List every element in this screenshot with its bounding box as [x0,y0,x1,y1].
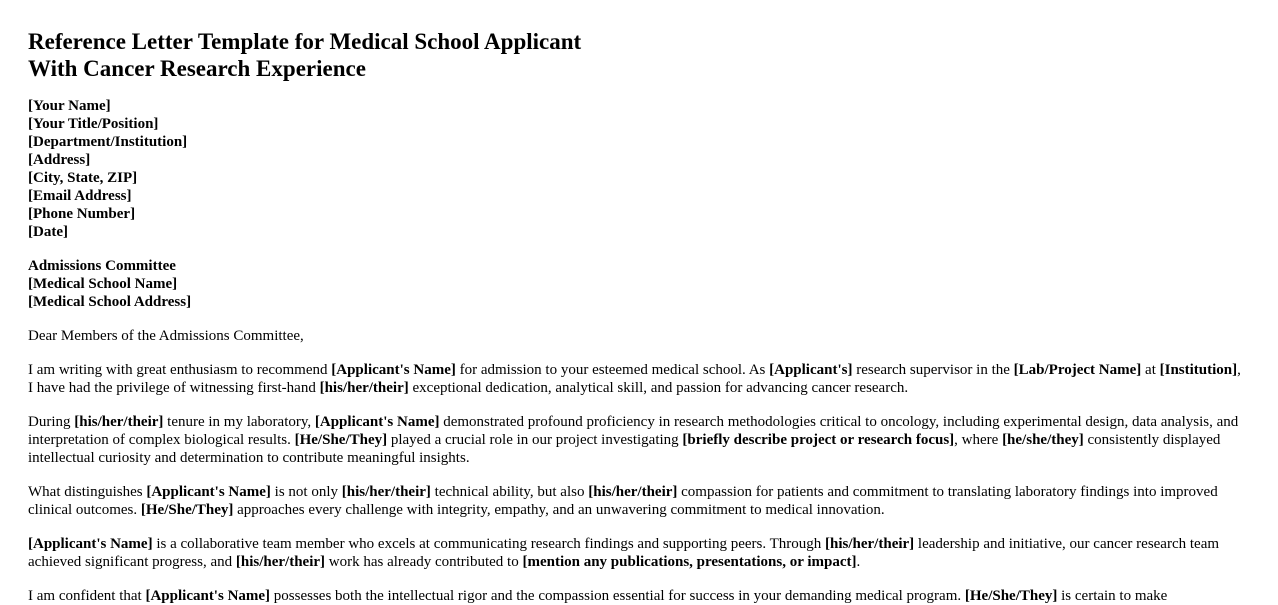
recipient-committee: Admissions Committee [28,258,176,274]
placeholder-lab-project: [Lab/Project Name] [1013,362,1142,378]
text-run: work has already contributed to [325,554,523,570]
placeholder-pronoun: [He/She/They] [140,502,234,518]
sender-title: [Your Title/Position] [28,116,159,132]
paragraph-5 [28,587,1248,605]
placeholder-pronoun: [his/her/their] [319,380,409,396]
paragraph-2 [28,413,1248,467]
text-run: exceptional dedication, analytical skill, and passion for advancing cancer research. [408,380,909,396]
text-run: at [1141,362,1160,378]
placeholder-applicant-name: [Applicant's Name] [28,536,153,552]
text-run: I am confident that [28,588,146,604]
text-run: demonstrated profound proficiency in research methodologies critical to oncology, including experimental design, data analysis, and interpretation of complex biological results. [28,414,1239,448]
paragraph-3 [28,483,1248,519]
text-run: research supervisor in the [852,362,1014,378]
text-run: leadership and initiative, our cancer research team achieved significant progress, and [28,536,1220,570]
sender-email: [Email Address] [28,188,132,204]
text-run: approaches every challenge with integrity, empathy, and an unwavering commitment to medical innovation. [233,502,885,518]
sender-block [28,97,1248,241]
placeholder-pronoun: [his/her/their] [825,536,915,552]
sender-department: [Department/Institution] [28,134,188,150]
letter-date: [Date] [28,224,68,240]
placeholder-pronoun: [he/she/they] [1002,432,1084,448]
text-run: played a crucial role in our project investigating [387,432,683,448]
sender-phone: [Phone Number] [28,206,136,222]
text-run: for admission to your esteemed medical school. As [455,362,770,378]
placeholder-applicant: [Applicant's] [769,362,853,378]
text-run: is a collaborative team member who excels at communicating research findings and supporting peers. Through [152,536,826,552]
text-run: What distinguishes [28,484,147,500]
sender-name: [Your Name] [28,98,111,114]
placeholder-applicant-name: [Applicant's Name] [314,414,440,430]
text-run: is not only [270,484,342,500]
paragraph-1 [28,361,1248,397]
text-run: possesses both the intellectual rigor and the compassion essential for success in your demanding medical program. [270,588,965,604]
text-run: , I have had the privilege of witnessing first-hand [28,362,1241,396]
sender-city-state-zip: [City, State, ZIP] [28,170,138,186]
recipient-school-name: [Medical School Name] [28,276,178,292]
placeholder-pronoun: [his/her/their] [74,414,164,430]
placeholder-project-focus: [briefly describe project or research focus] [682,432,955,448]
text-run: consistently displayed intellectual curiosity and determination to contribute meaningful insights. [28,432,1221,466]
salutation: Dear Members of the Admissions Committee, [28,328,304,344]
placeholder-applicant-name: [Applicant's Name] [146,484,271,500]
placeholder-applicant-name: [Applicant's Name] [331,362,456,378]
text-run: During [28,414,75,430]
placeholder-pronoun: [He/She/They] [294,432,388,448]
text-run: tenure in my laboratory, [163,414,315,430]
text-run: I am writing with great enthusiasm to recommend [28,362,332,378]
placeholder-pronoun: [his/her/their] [588,484,678,500]
paragraph-4 [28,535,1248,571]
placeholder-pronoun: [his/her/their] [235,554,326,570]
text-run: , where [954,432,1003,448]
placeholder-institution: [Institution] [1159,362,1238,378]
text-run: technical ability, but also [430,484,589,500]
sender-address: [Address] [28,152,91,168]
page-title [28,28,1248,82]
placeholder-pronoun: [his/her/their] [341,484,431,500]
text-run: . [856,554,861,570]
title-line-2: With Cancer Research Experience [28,56,366,81]
text-run: compassion for patients and commitment to translating laboratory findings into improved clinical outcomes. [28,484,1218,518]
recipient-school-address: [Medical School Address] [28,294,192,310]
placeholder-applicant-name: [Applicant's Name] [145,588,271,604]
text-run: is certain to make [1057,588,1168,604]
reference-letter [28,28,1248,605]
placeholder-pronoun: [He/She/They] [964,588,1058,604]
placeholder-impact: [mention any publications, presentations, or impact] [522,554,857,570]
recipient-block [28,257,1248,311]
title-line-1: Reference Letter Template for Medical School Applicant [28,29,582,54]
